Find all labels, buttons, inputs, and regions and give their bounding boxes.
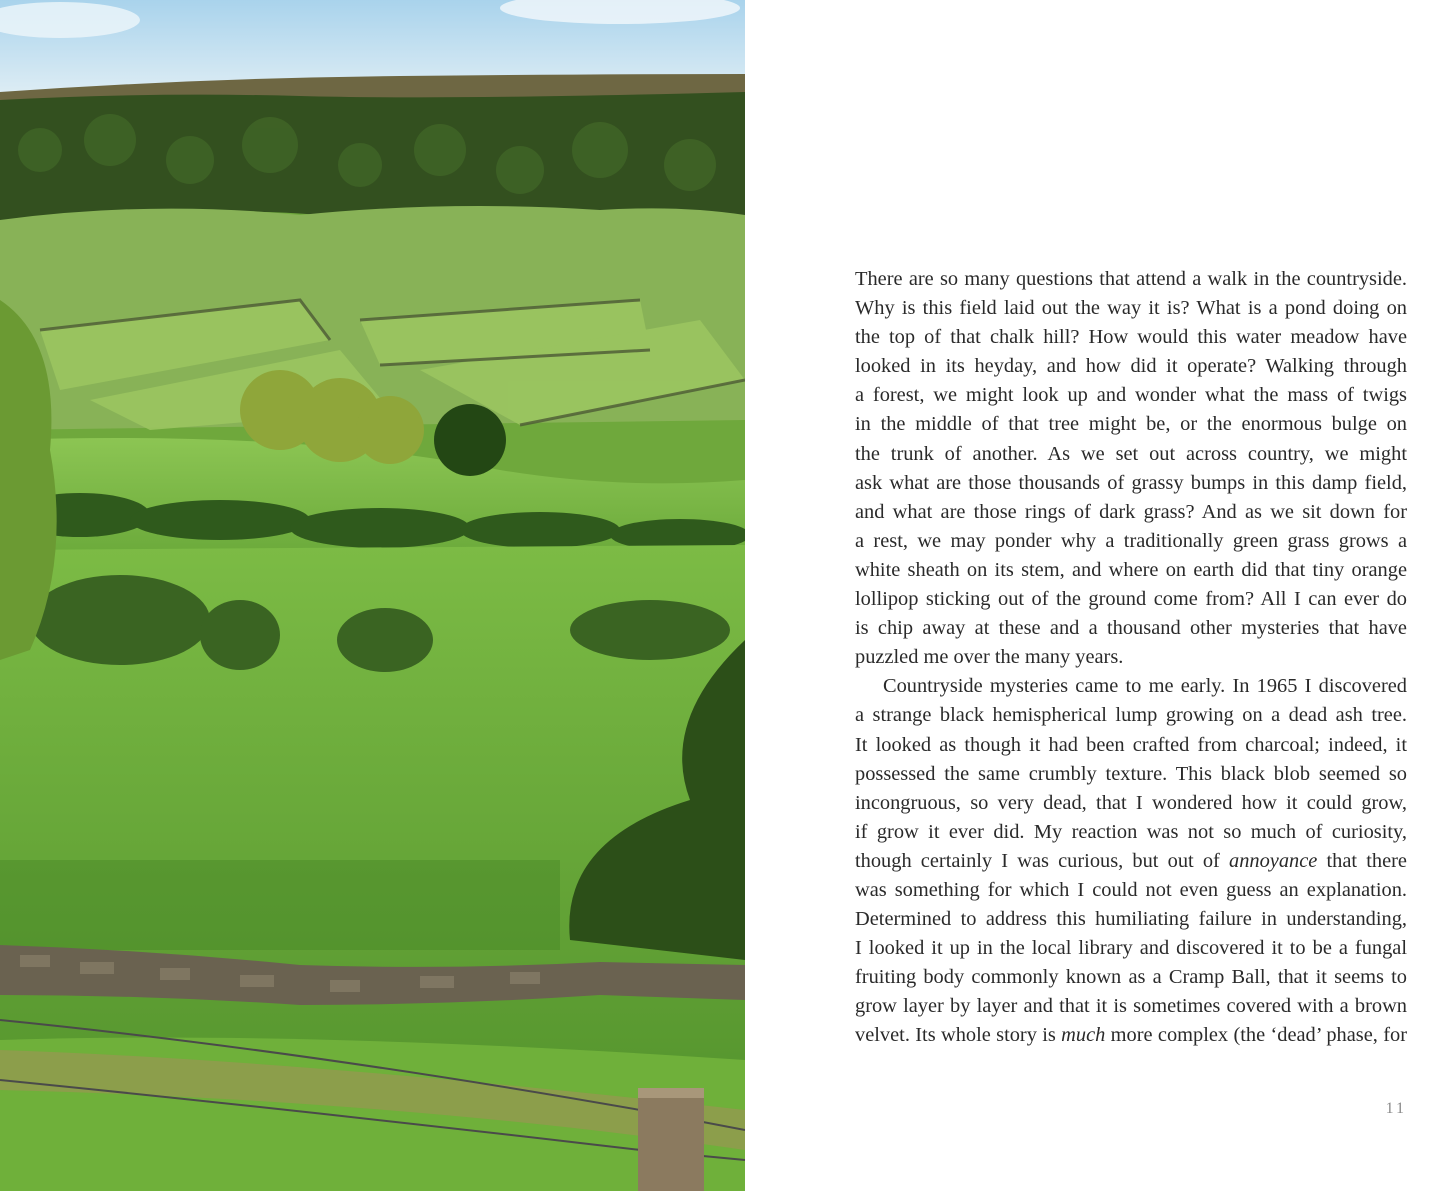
text-segment: a rest, we may ponder why a traditionally green grass grows a (855, 529, 1407, 552)
text-segment: grow layer by layer and that it is sometimes covered with a brown (855, 995, 1407, 1018)
text-line (855, 760, 1407, 789)
text-page (745, 0, 1445, 1191)
text-segment: was something for which I could not even guess an explanation. (855, 878, 1407, 901)
text-line (855, 847, 1407, 876)
text-line (855, 556, 1407, 585)
text-segment: looked in its heyday, and how did it operate? Walking through (855, 355, 1407, 378)
text-segment: and what are those rings of dark grass? And as we sit down for (855, 500, 1407, 523)
text-segment: velvet. Its whole story is (855, 1024, 1062, 1047)
text-line (855, 905, 1407, 934)
text-segment: that there (1317, 849, 1407, 872)
text-segment: the top of that chalk hill? How would this water meadow have (855, 326, 1407, 349)
text-line (855, 352, 1407, 381)
text-line (855, 934, 1407, 963)
text-segment: more complex (the ‘dead’ phase, for (1105, 1024, 1407, 1047)
text-line (855, 410, 1407, 439)
text-segment: white sheath on its stem, and where on earth did that tiny orange (855, 558, 1407, 581)
text-line (855, 527, 1407, 556)
text-segment: is chip away at these and a thousand other mysteries that have (855, 617, 1407, 640)
text-segment: the trunk of another. As we set out across country, we might (855, 442, 1407, 465)
text-segment: if grow it ever did. My reaction was not so much of curiosity, (855, 820, 1407, 843)
text-line (855, 789, 1407, 818)
text-segment: puzzled me over the many years. (855, 646, 1124, 669)
text-line (855, 498, 1407, 527)
text-segment: Countryside mysteries came to me early. In 1965 I discovered (883, 675, 1407, 698)
text-line (855, 701, 1407, 730)
text-line (855, 265, 1407, 294)
text-segment: incongruous, so very dead, that I wondered how it could grow, (855, 791, 1407, 814)
italic-text: much (1061, 1024, 1106, 1047)
text-segment: a forest, we might look up and wonder what the mass of twigs (855, 384, 1407, 407)
text-line (855, 818, 1407, 847)
text-line (855, 381, 1407, 410)
text-segment: a strange black hemispherical lump growing on a dead ash tree. (855, 704, 1407, 727)
text-segment: It looked as though it had been crafted from charcoal; indeed, it (855, 733, 1407, 756)
text-segment: Why is this field laid out the way it is? What is a pond doing on (855, 297, 1407, 320)
body-text (855, 265, 1407, 1051)
text-segment: ask what are those thousands of grassy bumps in this damp field, (855, 471, 1407, 494)
text-line (855, 992, 1407, 1021)
text-line (855, 963, 1407, 992)
text-segment: possessed the same crumbly texture. This black blob seemed so (855, 762, 1407, 785)
text-segment: fruiting body commonly known as a Cramp Ball, that it seems to (855, 966, 1407, 989)
text-line (855, 440, 1407, 469)
text-segment: There are so many questions that attend a walk in the countryside. (855, 268, 1407, 290)
text-line (855, 672, 1407, 701)
text-line (855, 323, 1407, 352)
text-line (855, 731, 1407, 760)
text-line (855, 643, 1407, 672)
fence-post (638, 1088, 704, 1191)
page-number: 11 (1385, 1100, 1407, 1117)
text-line (855, 294, 1407, 323)
text-segment: I looked it up in the local library and discovered it to be a fungal (855, 937, 1407, 960)
text-line (855, 585, 1407, 614)
text-segment: though certainly I was curious, but out of (855, 849, 1229, 872)
text-line (855, 1021, 1407, 1050)
text-line (855, 876, 1407, 905)
italic-text: annoyance (1229, 849, 1318, 872)
text-segment: lollipop sticking out of the ground come from? All I can ever do (855, 588, 1407, 611)
text-line (855, 614, 1407, 643)
text-segment: in the middle of that tree might be, or the enormous bulge on (855, 413, 1407, 436)
text-line (855, 469, 1407, 498)
text-segment: Determined to address this humiliating failure in understanding, (855, 908, 1407, 931)
